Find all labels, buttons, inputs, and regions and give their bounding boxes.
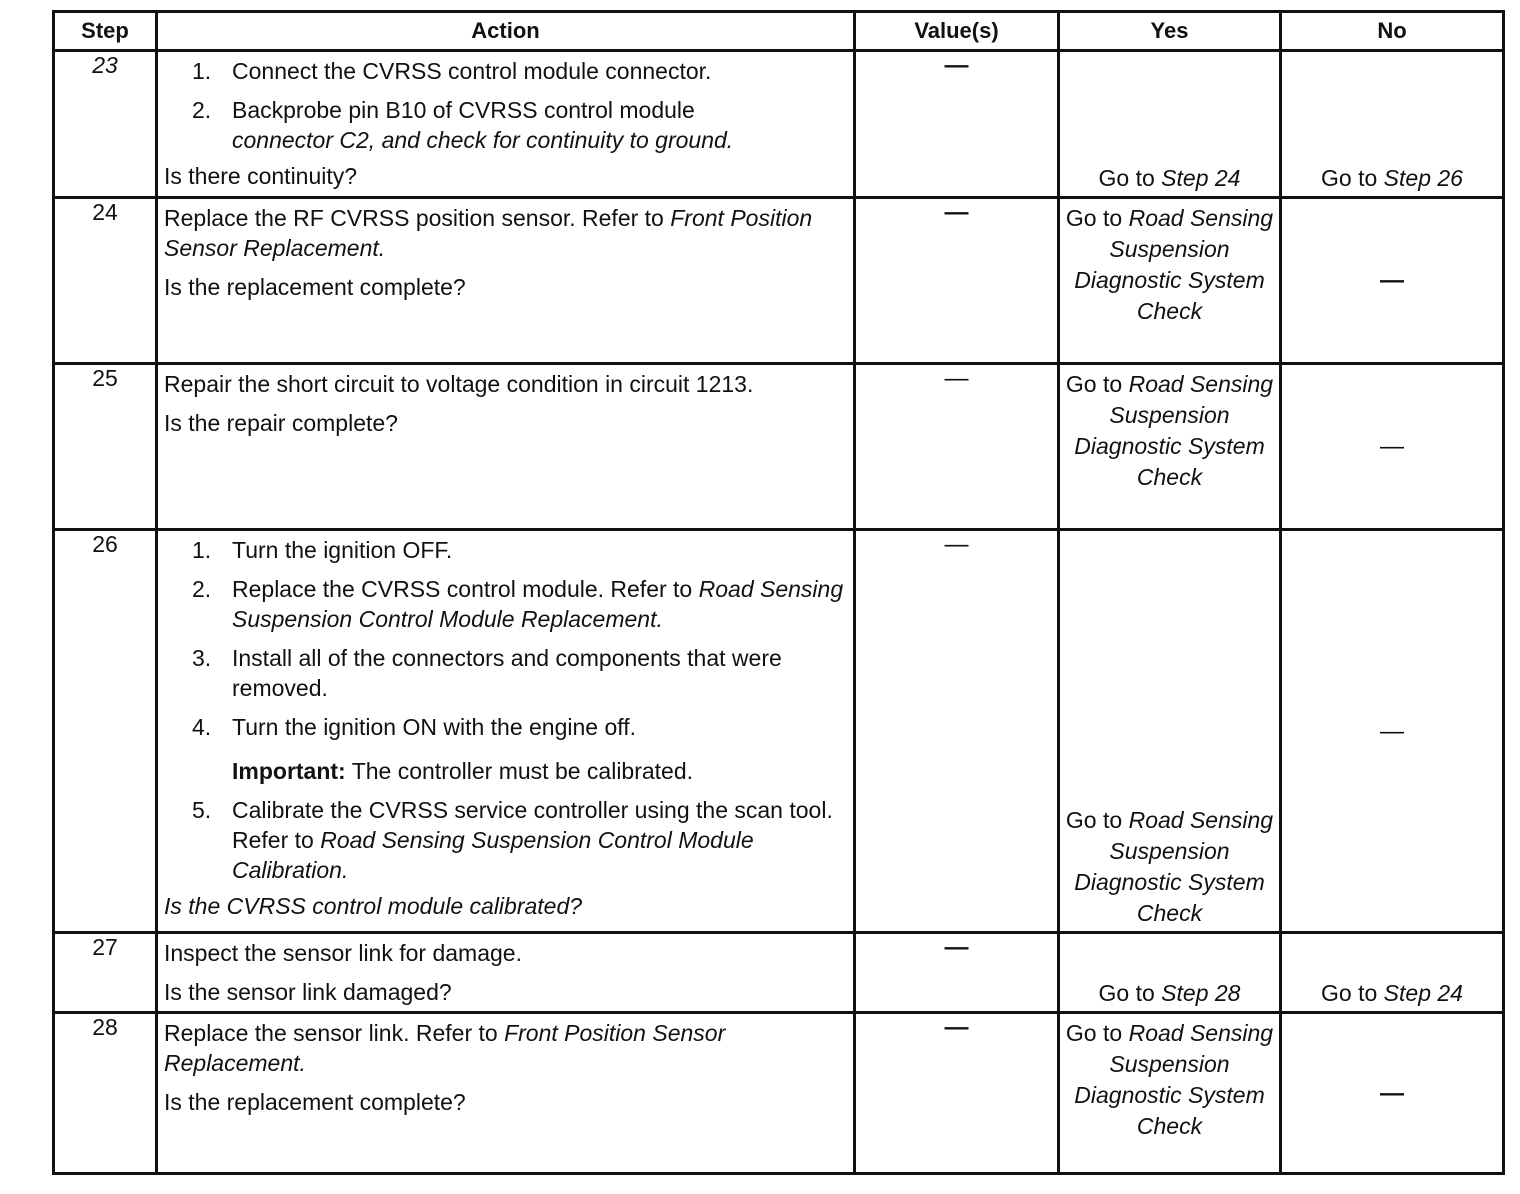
action-item: 2. Replace the CVRSS control module. Refer to Road Sensing Suspension Control Module Replacement.: [192, 576, 844, 632]
step-number: 24: [54, 198, 157, 364]
action-cell: [157, 51, 855, 198]
header-action: Action: [157, 12, 855, 51]
table-row-step-23: [54, 51, 1504, 198]
value-cell: —: [855, 933, 1059, 1013]
no-cell: —: [1281, 364, 1504, 530]
no-cell: —: [1281, 198, 1504, 364]
header-yes: Yes: [1059, 12, 1281, 51]
yes-link: Road Sensing Suspension Diagnostic System Check: [1074, 807, 1274, 926]
action-item: 1. Turn the ignition OFF.: [192, 537, 453, 563]
action-text: Inspect the sensor link for damage.: [164, 940, 522, 966]
action-cell: [157, 364, 855, 530]
yes-cell: Go to Road Sensing Suspension Diagnostic System Check: [1059, 198, 1281, 364]
important-note: Important: The controller must be calibrated.: [232, 758, 694, 784]
table-row-step-28: [54, 1013, 1504, 1174]
yes-link: Step 28: [1161, 980, 1241, 1006]
header-values: Value(s): [855, 12, 1059, 51]
no-cell: Go to Step 24: [1281, 933, 1504, 1013]
step-number: 23: [54, 51, 157, 198]
table-row-step-27: [54, 933, 1504, 1013]
yes-link: Road Sensing Suspension Diagnostic System Check: [1074, 371, 1274, 490]
action-text: Replace the sensor link. Refer to Front Position Sensor Replacement.: [164, 1020, 726, 1076]
step-number: 25: [54, 364, 157, 530]
action-cell: [157, 1013, 855, 1174]
yes-cell: Go to Step 28: [1059, 933, 1281, 1013]
action-cell: [157, 933, 855, 1013]
action-question: Is the CVRSS control module calibrated?: [164, 893, 583, 919]
value-cell: —: [855, 198, 1059, 364]
value-cell: —: [855, 364, 1059, 530]
header-step: Step: [54, 12, 157, 51]
action-item: 2. Backprobe pin B10 of CVRSS control module connector C2, and check for continuity to ground.: [192, 97, 734, 153]
action-question: Is the repair complete?: [164, 410, 398, 436]
value-cell: —: [855, 530, 1059, 933]
action-question: Is the sensor link damaged?: [164, 979, 452, 1005]
yes-cell: Go to Step 24: [1059, 51, 1281, 198]
no-cell: Go to Step 26: [1281, 51, 1504, 198]
action-question: Is the replacement complete?: [164, 274, 466, 300]
step-number: 26: [54, 530, 157, 933]
value-cell: —: [855, 51, 1059, 198]
action-item: 4. Turn the ignition ON with the engine off.: [192, 714, 637, 740]
yes-cell: Go to Road Sensing Suspension Diagnostic System Check: [1059, 530, 1281, 933]
action-cell: [157, 530, 855, 933]
yes-cell: Go to Road Sensing Suspension Diagnostic System Check: [1059, 1013, 1281, 1174]
no-link: Step 24: [1383, 980, 1463, 1006]
step-number: 28: [54, 1013, 157, 1174]
table-row-step-26: [54, 530, 1504, 933]
action-question: Is the replacement complete?: [164, 1089, 466, 1115]
action-cell: [157, 198, 855, 364]
action-question: Is there continuity?: [164, 163, 358, 189]
no-cell: —: [1281, 530, 1504, 933]
step-number: 27: [54, 933, 157, 1013]
header-no: No: [1281, 12, 1504, 51]
no-cell: —: [1281, 1013, 1504, 1174]
action-text: Replace the RF CVRSS position sensor. Refer to Front Position Sensor Replacement.: [164, 205, 813, 261]
action-item: 1. Connect the CVRSS control module connector.: [192, 58, 712, 84]
table-row-step-25: [54, 364, 1504, 530]
action-text: Repair the short circuit to voltage condition in circuit 1213.: [164, 371, 754, 397]
yes-link: Road Sensing Suspension Diagnostic System Check: [1074, 205, 1274, 324]
action-item: 3. Install all of the connectors and components that were removed.: [192, 645, 782, 701]
diagnostic-table-sheet: [52, 10, 1502, 1175]
yes-cell: Go to Road Sensing Suspension Diagnostic System Check: [1059, 364, 1281, 530]
no-link: Step 26: [1383, 165, 1463, 191]
yes-link: Road Sensing Suspension Diagnostic System Check: [1074, 1020, 1274, 1139]
diagnostic-table: [52, 10, 1505, 1175]
action-item: 5. Calibrate the CVRSS service controller using the scan tool. Refer to Road Sensing Suspension Control Module Calibration.: [192, 797, 833, 883]
yes-link: Step 24: [1161, 165, 1241, 191]
value-cell: —: [855, 1013, 1059, 1174]
table-row-step-24: [54, 198, 1504, 364]
header-row: [54, 12, 1504, 51]
